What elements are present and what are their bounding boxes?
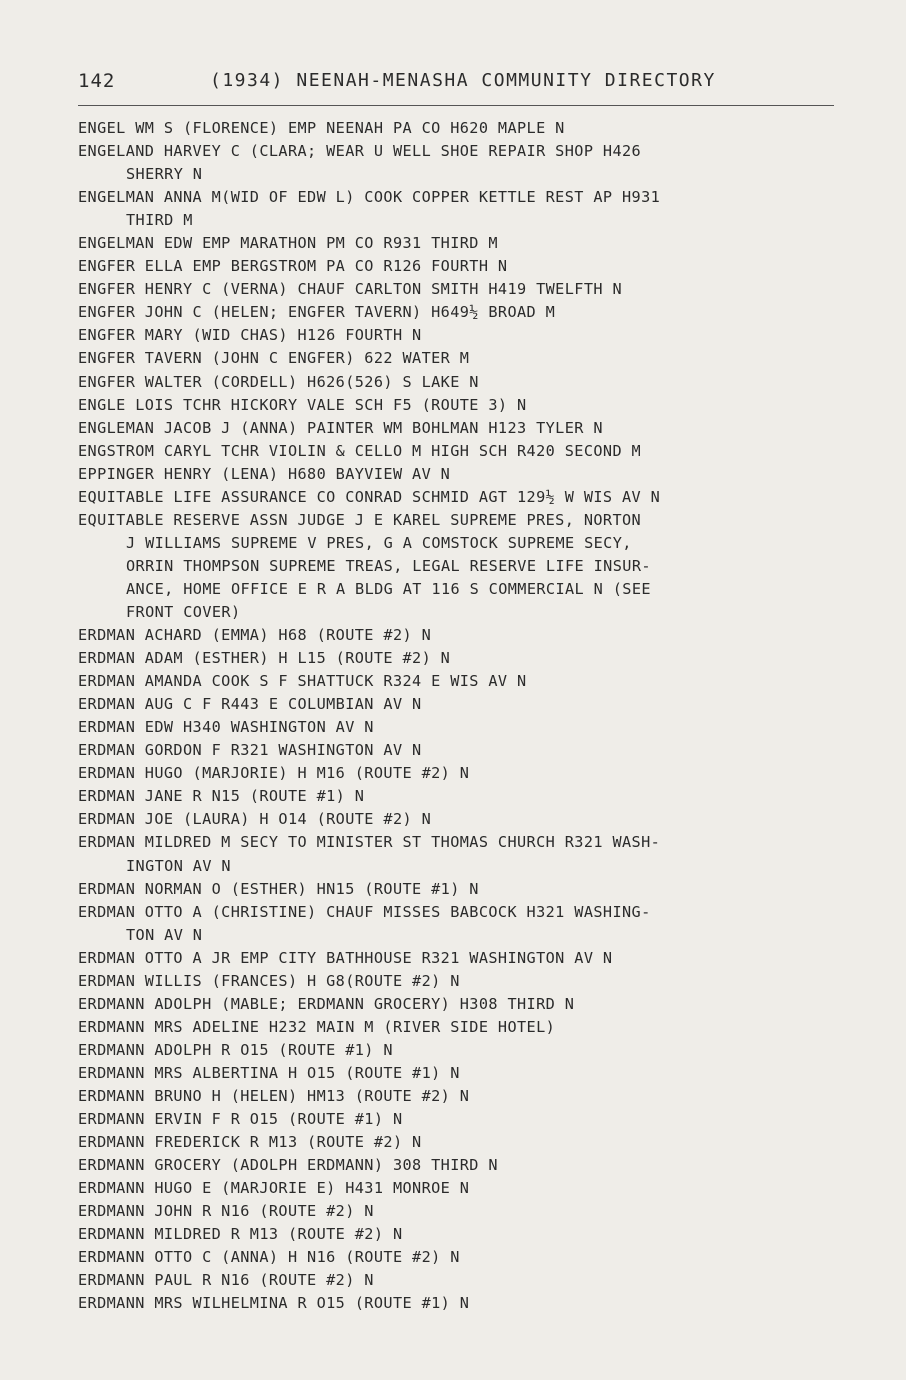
directory-entry: ERDMAN HUGO (MARJORIE) H M16 (ROUTE #2) N — [78, 764, 470, 783]
directory-entry: ERDMANN MILDRED R M13 (ROUTE #2) N — [78, 1225, 403, 1244]
directory-entries — [78, 117, 848, 1315]
directory-entry-continuation: FRONT COVER) — [126, 602, 241, 621]
directory-entry: ERDMAN MILDRED M SECY TO MINISTER ST THOMAS CHURCH R321 WASH- — [78, 833, 661, 852]
directory-entry: ENGFER ELLA EMP BERGSTROM PA CO R126 FOURTH N — [78, 257, 508, 276]
directory-entry-continuation: TON AV N — [126, 925, 203, 944]
directory-entry: ERDMANN MRS WILHELMINA R O15 (ROUTE #1) N — [78, 1294, 470, 1313]
directory-entry: ENGSTROM CARYL TCHR VIOLIN & CELLO M HIGH SCH R420 SECOND M — [78, 441, 642, 460]
directory-entry-continuation: ANCE, HOME OFFICE E R A BLDG AT 116 S COMMERCIAL N (SEE — [126, 579, 651, 598]
directory-entry-continuation: INGTON AV N — [126, 856, 231, 875]
directory-entry: EQUITABLE RESERVE ASSN JUDGE J E KAREL SUPREME PRES, NORTON — [78, 510, 642, 529]
directory-entry-continuation: SHERRY N — [126, 165, 203, 184]
directory-entry: ENGFER JOHN C (HELEN; ENGFER TAVERN) H649½ BROAD M — [78, 303, 556, 322]
directory-entry: ERDMANN MRS ADELINE H232 MAIN M (RIVER SIDE HOTEL) — [78, 1017, 556, 1036]
page-title: (1934) NEENAH-MENASHA COMMUNITY DIRECTORY — [210, 70, 716, 91]
directory-entry: ERDMAN OTTO A (CHRISTINE) CHAUF MISSES BABCOCK H321 WASHING- — [78, 902, 651, 921]
directory-entry: EPPINGER HENRY (LENA) H680 BAYVIEW AV N — [78, 464, 451, 483]
directory-entry: ERDMANN ERVIN F R O15 (ROUTE #1) N — [78, 1110, 403, 1129]
page-number: 142 — [78, 70, 116, 92]
directory-entry: ERDMAN WILLIS (FRANCES) H G8(ROUTE #2) N — [78, 971, 460, 990]
directory-entry: ERDMAN JANE R N15 (ROUTE #1) N — [78, 787, 365, 806]
header-rule — [78, 105, 834, 106]
directory-entry: ERDMANN MRS ALBERTINA H O15 (ROUTE #1) N — [78, 1063, 460, 1082]
directory-entry: ENGEL WM S (FLORENCE) EMP NEENAH PA CO H620 MAPLE N — [78, 119, 565, 137]
directory-entry: ENGLEMAN JACOB J (ANNA) PAINTER WM BOHLMAN H123 TYLER N — [78, 418, 603, 437]
directory-entry: ENGFER MARY (WID CHAS) H126 FOURTH N — [78, 326, 422, 345]
directory-entry: ERDMAN EDW H340 WASHINGTON AV N — [78, 718, 374, 737]
directory-entry: ERDMAN AMANDA COOK S F SHATTUCK R324 E WIS AV N — [78, 672, 527, 691]
directory-entry: ENGFER HENRY C (VERNA) CHAUF CARLTON SMITH H419 TWELFTH N — [78, 280, 622, 299]
directory-entry: EQUITABLE LIFE ASSURANCE CO CONRAD SCHMID AGT 129½ W WIS AV N — [78, 487, 661, 506]
directory-entry: ENGLE LOIS TCHR HICKORY VALE SCH F5 (ROUTE 3) N — [78, 395, 527, 414]
directory-entry: ERDMAN AUG C F R443 E COLUMBIAN AV N — [78, 695, 422, 714]
directory-entry: ENGFER WALTER (CORDELL) H626(526) S LAKE N — [78, 372, 479, 391]
directory-entry: ERDMAN NORMAN O (ESTHER) HN15 (ROUTE #1) N — [78, 879, 479, 898]
directory-entry: ERDMAN ADAM (ESTHER) H L15 (ROUTE #2) N — [78, 649, 451, 668]
directory-entry: ERDMANN ADOLPH R O15 (ROUTE #1) N — [78, 1040, 393, 1059]
directory-entry: ERDMANN PAUL R N16 (ROUTE #2) N — [78, 1271, 374, 1290]
directory-entry-continuation: THIRD M — [126, 211, 193, 230]
directory-entry: ERDMAN JOE (LAURA) H O14 (ROUTE #2) N — [78, 810, 432, 829]
directory-entry: ERDMANN HUGO E (MARJORIE E) H431 MONROE N — [78, 1179, 470, 1198]
directory-entry: ENGELMAN EDW EMP MARATHON PM CO R931 THIRD M — [78, 234, 498, 253]
directory-entry-continuation: ORRIN THOMPSON SUPREME TREAS, LEGAL RESERVE LIFE INSUR- — [126, 556, 651, 575]
directory-entry: ENGELAND HARVEY C (CLARA; WEAR U WELL SHOE REPAIR SHOP H426 — [78, 142, 642, 161]
directory-entry: ERDMANN ADOLPH (MABLE; ERDMANN GROCERY) H308 THIRD N — [78, 994, 575, 1013]
directory-entry: ERDMANN GROCERY (ADOLPH ERDMANN) 308 THIRD N — [78, 1156, 498, 1175]
directory-entry: ERDMANN OTTO C (ANNA) H N16 (ROUTE #2) N — [78, 1248, 460, 1267]
directory-entry: ERDMAN ACHARD (EMMA) H68 (ROUTE #2) N — [78, 626, 432, 645]
page-header — [78, 70, 838, 100]
directory-entry: ERDMANN JOHN R N16 (ROUTE #2) N — [78, 1202, 374, 1221]
directory-entry: ENGELMAN ANNA M(WID OF EDW L) COOK COPPER KETTLE REST AP H931 — [78, 188, 661, 207]
directory-entry: ERDMAN OTTO A JR EMP CITY BATHHOUSE R321 WASHINGTON AV N — [78, 948, 613, 967]
directory-entry: ERDMANN FREDERICK R M13 (ROUTE #2) N — [78, 1133, 422, 1152]
directory-entry: ERDMAN GORDON F R321 WASHINGTON AV N — [78, 741, 422, 760]
directory-entry: ENGFER TAVERN (JOHN C ENGFER) 622 WATER M — [78, 349, 470, 368]
directory-entry-continuation: J WILLIAMS SUPREME V PRES, G A COMSTOCK SUPREME SECY, — [126, 533, 632, 552]
directory-entry: ERDMANN BRUNO H (HELEN) HM13 (ROUTE #2) N — [78, 1086, 470, 1105]
